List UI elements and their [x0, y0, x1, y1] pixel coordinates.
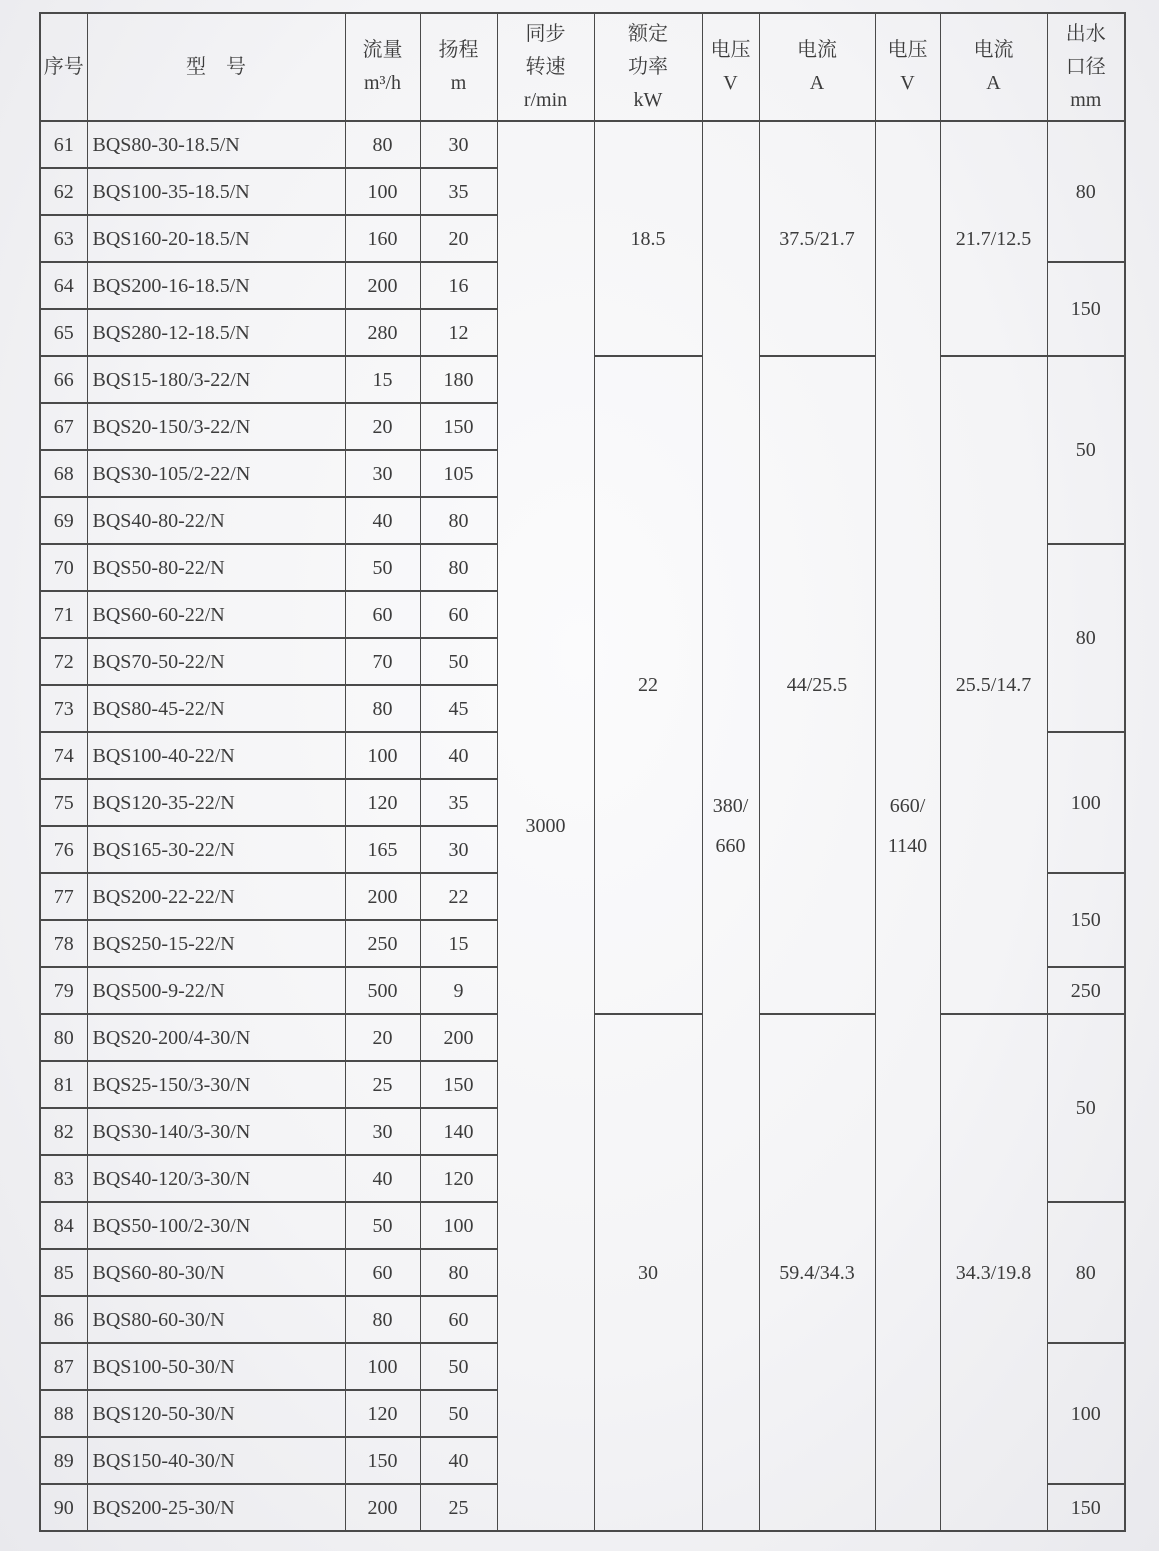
- flow-cell: 200: [345, 1484, 420, 1531]
- power-merged-cell: 18.5: [594, 121, 702, 356]
- model-cell: BQS160-20-18.5/N: [87, 215, 345, 262]
- index-cell: 65: [40, 309, 87, 356]
- header-label-line: A: [809, 72, 825, 94]
- merged-cell-line: 660/: [889, 795, 926, 817]
- index-cell: 71: [40, 591, 87, 638]
- header-label-line: 扬程: [438, 39, 479, 61]
- flow-cell: 80: [345, 121, 420, 168]
- header-label-line: 功率: [628, 55, 668, 78]
- index-cell: 63: [40, 215, 87, 262]
- column-header-power: [594, 13, 702, 121]
- head-cell: 30: [420, 826, 497, 873]
- flow-cell: 100: [345, 168, 420, 215]
- header-label-line: V: [723, 72, 738, 94]
- header-row: [40, 13, 1125, 121]
- outlet-merged-cell: 150: [1047, 873, 1125, 967]
- header-label-line: 同步: [525, 22, 566, 45]
- index-cell: 64: [40, 262, 87, 309]
- model-cell: BQS200-25-30/N: [87, 1484, 345, 1531]
- head-cell: 50: [420, 1390, 497, 1437]
- head-cell: 50: [420, 638, 497, 685]
- index-cell: 77: [40, 873, 87, 920]
- column-header-volt2: [875, 13, 940, 121]
- header-label-line: 型 号: [186, 55, 246, 78]
- header-label-line: 出水: [1065, 22, 1106, 45]
- flow-cell: 100: [345, 1343, 420, 1390]
- model-cell: BQS120-50-30/N: [87, 1390, 345, 1437]
- model-cell: BQS200-22-22/N: [87, 873, 345, 920]
- model-cell: BQS120-35-22/N: [87, 779, 345, 826]
- head-cell: 30: [420, 121, 497, 168]
- model-cell: BQS25-150/3-30/N: [87, 1061, 345, 1108]
- flow-cell: 50: [345, 1202, 420, 1249]
- head-cell: 25: [420, 1484, 497, 1531]
- header-label-line: V: [900, 72, 915, 94]
- head-cell: 20: [420, 215, 497, 262]
- flow-cell: 165: [345, 826, 420, 873]
- outlet-merged-cell: 100: [1047, 1343, 1125, 1484]
- model-cell: BQS40-120/3-30/N: [87, 1155, 345, 1202]
- model-cell: BQS20-150/3-22/N: [87, 403, 345, 450]
- model-cell: BQS500-9-22/N: [87, 967, 345, 1014]
- header-label-line: kW: [633, 88, 663, 111]
- curr2-merged-cell: 34.3/19.8: [940, 1014, 1047, 1531]
- table-row-61: [40, 121, 1125, 168]
- flow-cell: 250: [345, 920, 420, 967]
- power-merged-cell: 30: [594, 1014, 702, 1531]
- flow-cell: 150: [345, 1437, 420, 1484]
- model-cell: BQS200-16-18.5/N: [87, 262, 345, 309]
- model-cell: BQS70-50-22/N: [87, 638, 345, 685]
- curr1-merged-cell: 59.4/34.3: [759, 1014, 875, 1531]
- flow-cell: 40: [345, 1155, 420, 1202]
- index-cell: 67: [40, 403, 87, 450]
- curr1-merged-cell: 37.5/21.7: [759, 121, 875, 356]
- column-header-curr1: [759, 13, 875, 121]
- head-cell: 150: [420, 1061, 497, 1108]
- curr1-merged-cell: 44/25.5: [759, 356, 875, 1014]
- flow-cell: 40: [345, 497, 420, 544]
- head-cell: 150: [420, 403, 497, 450]
- outlet-merged-cell: 80: [1047, 1202, 1125, 1343]
- flow-cell: 60: [345, 591, 420, 638]
- merged-cell-line: 660: [715, 835, 746, 857]
- model-cell: BQS100-50-30/N: [87, 1343, 345, 1390]
- index-cell: 74: [40, 732, 87, 779]
- index-cell: 81: [40, 1061, 87, 1108]
- model-cell: BQS15-180/3-22/N: [87, 356, 345, 403]
- model-cell: BQS40-80-22/N: [87, 497, 345, 544]
- head-cell: 80: [420, 1249, 497, 1296]
- outlet-merged-cell: 250: [1047, 967, 1125, 1014]
- index-cell: 89: [40, 1437, 87, 1484]
- head-cell: 40: [420, 1437, 497, 1484]
- header-label-line: A: [986, 72, 1001, 94]
- index-cell: 68: [40, 450, 87, 497]
- header-label-line: 口径: [1065, 55, 1106, 78]
- header-label-line: m³/h: [363, 72, 402, 94]
- flow-cell: 15: [345, 356, 420, 403]
- flow-cell: 100: [345, 732, 420, 779]
- column-header-flow: [345, 13, 420, 121]
- flow-cell: 120: [345, 779, 420, 826]
- flow-cell: 60: [345, 1249, 420, 1296]
- flow-cell: 500: [345, 967, 420, 1014]
- head-cell: 100: [420, 1202, 497, 1249]
- model-cell: BQS50-100/2-30/N: [87, 1202, 345, 1249]
- model-cell: BQS150-40-30/N: [87, 1437, 345, 1484]
- head-cell: 35: [420, 168, 497, 215]
- model-cell: BQS80-60-30/N: [87, 1296, 345, 1343]
- flow-cell: 200: [345, 873, 420, 920]
- table-body: [40, 121, 1125, 1531]
- index-cell: 85: [40, 1249, 87, 1296]
- model-cell: BQS165-30-22/N: [87, 826, 345, 873]
- index-cell: 73: [40, 685, 87, 732]
- index-cell: 78: [40, 920, 87, 967]
- flow-cell: 280: [345, 309, 420, 356]
- model-cell: BQS20-200/4-30/N: [87, 1014, 345, 1061]
- index-cell: 79: [40, 967, 87, 1014]
- index-cell: 69: [40, 497, 87, 544]
- model-cell: BQS280-12-18.5/N: [87, 309, 345, 356]
- index-cell: 83: [40, 1155, 87, 1202]
- model-cell: BQS100-35-18.5/N: [87, 168, 345, 215]
- outlet-merged-cell: 150: [1047, 262, 1125, 356]
- model-cell: BQS30-105/2-22/N: [87, 450, 345, 497]
- head-cell: 180: [420, 356, 497, 403]
- flow-cell: 30: [345, 450, 420, 497]
- flow-cell: 120: [345, 1390, 420, 1437]
- column-header-index: [40, 13, 87, 121]
- index-cell: 66: [40, 356, 87, 403]
- flow-cell: 20: [345, 1014, 420, 1061]
- flow-cell: 200: [345, 262, 420, 309]
- index-cell: 87: [40, 1343, 87, 1390]
- header-label-line: 流量: [362, 39, 403, 61]
- curr2-merged-cell: 21.7/12.5: [940, 121, 1047, 356]
- header-label-line: 电压: [887, 39, 928, 61]
- outlet-merged-cell: 50: [1047, 1014, 1125, 1202]
- curr2-merged-cell: 25.5/14.7: [940, 356, 1047, 1014]
- column-header-model: [87, 13, 345, 121]
- flow-cell: 20: [345, 403, 420, 450]
- outlet-merged-cell: 150: [1047, 1484, 1125, 1531]
- flow-cell: 30: [345, 1108, 420, 1155]
- index-cell: 62: [40, 168, 87, 215]
- index-cell: 70: [40, 544, 87, 591]
- head-cell: 60: [420, 1296, 497, 1343]
- head-cell: 120: [420, 1155, 497, 1202]
- head-cell: 80: [420, 497, 497, 544]
- head-cell: 45: [420, 685, 497, 732]
- header-label-line: 额定: [628, 22, 668, 45]
- head-cell: 200: [420, 1014, 497, 1061]
- model-cell: BQS80-45-22/N: [87, 685, 345, 732]
- table-header: [40, 13, 1125, 121]
- model-cell: BQS250-15-22/N: [87, 920, 345, 967]
- index-cell: 88: [40, 1390, 87, 1437]
- volt1-merged-cell: [702, 121, 759, 1531]
- index-cell: 84: [40, 1202, 87, 1249]
- column-header-volt1: [702, 13, 759, 121]
- head-cell: 50: [420, 1343, 497, 1390]
- flow-cell: 160: [345, 215, 420, 262]
- model-cell: BQS100-40-22/N: [87, 732, 345, 779]
- volt2-merged-cell: [875, 121, 940, 1531]
- merged-cell-line: 1140: [887, 835, 928, 857]
- head-cell: 80: [420, 544, 497, 591]
- header-label-line: 转速: [525, 55, 566, 78]
- column-header-outlet: [1047, 13, 1125, 121]
- index-cell: 72: [40, 638, 87, 685]
- column-header-curr2: [940, 13, 1047, 121]
- model-cell: BQS60-60-22/N: [87, 591, 345, 638]
- model-cell: BQS80-30-18.5/N: [87, 121, 345, 168]
- flow-cell: 80: [345, 1296, 420, 1343]
- header-label-line: 电流: [973, 39, 1014, 61]
- header-label-line: r/min: [523, 88, 568, 111]
- flow-cell: 50: [345, 544, 420, 591]
- column-header-head: [420, 13, 497, 121]
- merged-cell-line: 380/: [712, 795, 749, 817]
- index-cell: 80: [40, 1014, 87, 1061]
- flow-cell: 80: [345, 685, 420, 732]
- index-cell: 82: [40, 1108, 87, 1155]
- head-cell: 140: [420, 1108, 497, 1155]
- head-cell: 35: [420, 779, 497, 826]
- index-cell: 86: [40, 1296, 87, 1343]
- flow-cell: 25: [345, 1061, 420, 1108]
- flow-cell: 70: [345, 638, 420, 685]
- model-cell: BQS30-140/3-30/N: [87, 1108, 345, 1155]
- header-label-line: 序号: [43, 55, 84, 78]
- head-cell: 60: [420, 591, 497, 638]
- header-label-line: mm: [1070, 88, 1102, 111]
- head-cell: 105: [420, 450, 497, 497]
- power-merged-cell: 22: [594, 356, 702, 1014]
- pump-spec-table: [39, 12, 1126, 1532]
- outlet-merged-cell: 50: [1047, 356, 1125, 544]
- head-cell: 40: [420, 732, 497, 779]
- head-cell: 16: [420, 262, 497, 309]
- speed-merged-cell: 3000: [497, 121, 594, 1531]
- index-cell: 75: [40, 779, 87, 826]
- head-cell: 22: [420, 873, 497, 920]
- model-cell: BQS50-80-22/N: [87, 544, 345, 591]
- header-label-line: 电压: [710, 39, 751, 61]
- outlet-merged-cell: 100: [1047, 732, 1125, 873]
- head-cell: 12: [420, 309, 497, 356]
- index-cell: 76: [40, 826, 87, 873]
- column-header-speed: [497, 13, 594, 121]
- head-cell: 9: [420, 967, 497, 1014]
- index-cell: 61: [40, 121, 87, 168]
- index-cell: 90: [40, 1484, 87, 1531]
- header-label-line: 电流: [797, 39, 837, 61]
- head-cell: 15: [420, 920, 497, 967]
- model-cell: BQS60-80-30/N: [87, 1249, 345, 1296]
- outlet-merged-cell: 80: [1047, 544, 1125, 732]
- outlet-merged-cell: 80: [1047, 121, 1125, 262]
- header-label-line: m: [450, 72, 467, 94]
